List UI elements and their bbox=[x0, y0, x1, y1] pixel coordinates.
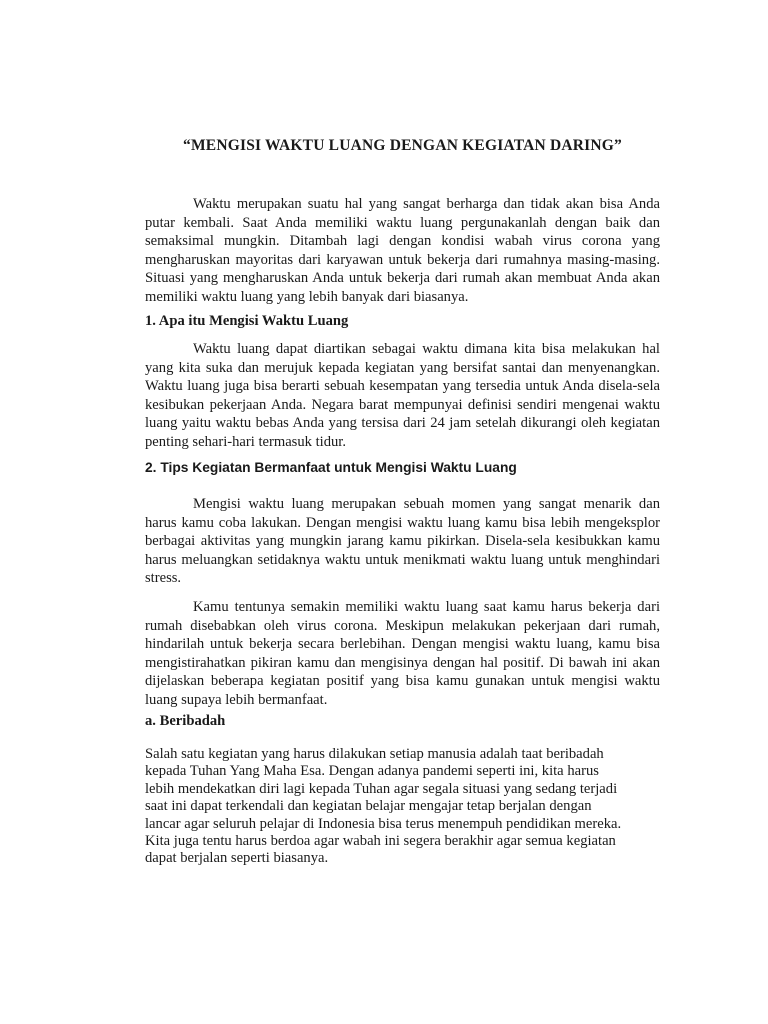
subsection-a-line: dapat berjalan seperti biasanya. bbox=[145, 850, 329, 867]
intro-paragraph: Waktu merupakan suatu hal yang sangat berharga dan tidak akan bisa Anda putar kembali. Saat Anda memiliki waktu luang pergunakanlah dengan baik dan semaksimal mungkin. Ditambah lagi dengan kondisi wabah virus corona yang mengharuskan mayoritas dari karyawan untuk bekerja dari rumahnya masing-masing. Situasi yang mengharuskan Anda untuk bekerja dari rumah akan membuat Anda akan memiliki waktu luang yang lebih banyak dari biasanya. bbox=[145, 196, 660, 305]
subsection-a-line: kepada Tuhan Yang Maha Esa. Dengan adanya pandemi seperti ini, kita harus bbox=[145, 763, 599, 780]
subsection-a-heading: a. Beribadah bbox=[145, 713, 226, 729]
section-2-heading: 2. Tips Kegiatan Bermanfaat untuk Mengisi Waktu Luang bbox=[145, 460, 517, 475]
section-2-paragraph-2: Kamu tentunya semakin memiliki waktu luang saat kamu harus bekerja dari rumah disebabkan oleh virus corona. Meskipun melakukan pekerjaan dari rumah, hindarilah untuk bekerja secara berlebihan. Dengan mengisi waktu luang, kamu bisa mengistirahatkan pikiran kamu dan mengisinya dengan hal positif. Di bawah ini akan dijelaskan beberapa kegiatan positif yang bisa kamu gunakan untuk mengisi waktu luang supaya lebih bermanfaat. bbox=[145, 599, 660, 708]
subsection-a-line: lebih mendekatkan diri lagi kepada Tuhan agar segala situasi yang sedang terjadi bbox=[145, 780, 618, 797]
subsection-a-paragraph bbox=[145, 746, 660, 868]
subsection-a-line: Kita juga tentu harus berdoa agar wabah ini segera berakhir agar semua kegiatan bbox=[145, 833, 616, 850]
section-1-paragraph: Waktu luang dapat diartikan sebagai waktu dimana kita bisa melakukan hal yang kita suka dan merujuk kepada kegiatan yang bersifat santai dan menyenangkan. Waktu luang juga bisa berarti sebuah kesempatan yang tersedia untuk Anda disela-sela kesibukan pekerjaan Anda. Negara barat mempunyai definisi sendiri mengenai waktu luang yaitu waktu bebas Anda yang tersisa dari 24 jam setelah dikurangi oleh kegiatan penting sehari-hari termasuk tidur. bbox=[145, 341, 660, 450]
subsection-a-line: saat ini dapat terkendali dan kegiatan belajar mengajar tetap berjalan dengan bbox=[145, 798, 592, 815]
section-1-heading: 1. Apa itu Mengisi Waktu Luang bbox=[145, 313, 349, 329]
document-title: “MENGISI WAKTU LUANG DENGAN KEGIATAN DARING” bbox=[183, 137, 622, 154]
section-2-paragraph-1: Mengisi waktu luang merupakan sebuah momen yang sangat menarik dan harus kamu coba lakukan. Dengan mengisi waktu luang kamu bisa lebih mengeksplor berbagai aktivitas yang mungkin jarang kamu pikirkan. Disela-sela kesibukkan kamu harus meluangkan setidaknya waktu untuk menikmati waktu luang untuk menghindari stress. bbox=[145, 496, 660, 586]
subsection-a-line: lancar agar seluruh pelajar di Indonesia bisa terus menempuh pendidikan mereka. bbox=[145, 815, 622, 832]
subsection-a-line: Salah satu kegiatan yang harus dilakukan setiap manusia adalah taat beribadah bbox=[145, 746, 604, 762]
